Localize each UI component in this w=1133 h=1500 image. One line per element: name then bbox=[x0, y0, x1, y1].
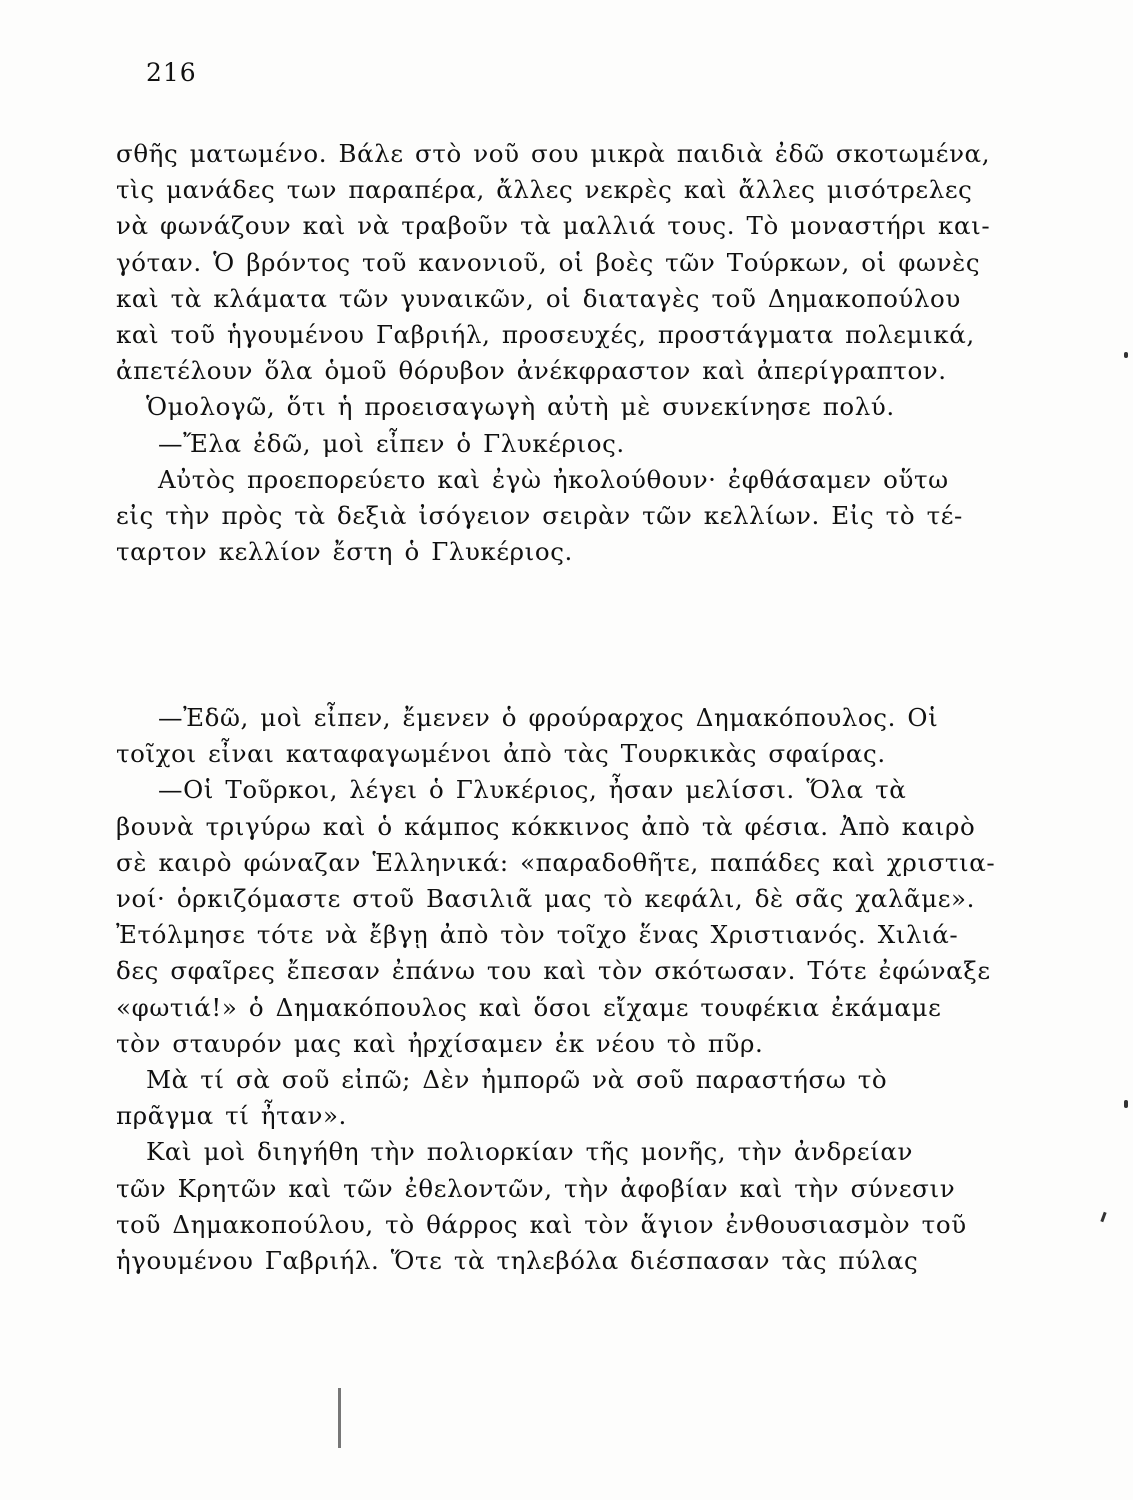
text-line: ἡγουμένου Γαβριήλ. Ὅτε τὰ τηλεβόλα διέσπασαν τὰς πύλας bbox=[116, 1246, 919, 1276]
text-line: εἰς τὴν πρὸς τὰ δεξιὰ ἰσόγειον σειρὰν τῶν κελλίων. Εἰς τὸ τέ- bbox=[116, 501, 963, 531]
text-line: —Οἱ Τοῦρκοι, λέγει ὁ Γλυκέριος, ἦσαν μελίσσι. Ὅλα τὰ bbox=[158, 775, 907, 805]
text-line: νοί· ὁρκιζόμαστε στοῦ Βασιλιᾶ μας τὸ κεφάλι, δὲ σᾶς χαλᾶμε». bbox=[116, 884, 976, 914]
text-line: τὸν σταυρόν μας καὶ ἠρχίσαμεν ἐκ νέου τὸ πῦρ. bbox=[116, 1028, 764, 1058]
text-line: ταρτον κελλίον ἔστη ὁ Γλυκέριος. bbox=[116, 537, 573, 567]
text-line: γόταν. Ὁ βρόντος τοῦ κανονιοῦ, οἱ βοὲς τῶν Τούρκων, οἱ φωνὲς bbox=[116, 247, 981, 277]
text-line: —Ἐδῶ, μοὶ εἶπεν, ἔμενεν ὁ φρούραρχος Δημακόπουλος. Οἱ bbox=[158, 703, 939, 732]
text-line: σὲ καιρὸ φώναζαν Ἑλληνικά: «παραδοθῆτε, παπάδες καὶ χριστια- bbox=[116, 847, 996, 877]
text-line: «φωτιά!» ὁ Δημακόπουλος καὶ ὅσοι εἴχαμε τουφέκια ἐκάμαμε bbox=[116, 992, 942, 1022]
scan-streak bbox=[338, 1388, 341, 1448]
text-line: καὶ τὰ κλάματα τῶν γυναικῶν, οἱ διαταγὲς τοῦ Δημακοπούλου bbox=[116, 283, 961, 313]
scan-speck bbox=[1124, 1100, 1128, 1108]
text-line: Μὰ τί σὰ σοῦ εἰπῶ; Δὲν ἠμπορῶ νὰ σοῦ παραστήσω τὸ bbox=[146, 1065, 888, 1095]
text-line: νὰ φωνάζουν καὶ νὰ τραβοῦν τὰ μαλλιά τους. Τὸ μοναστήρι και- bbox=[116, 211, 991, 241]
page-number: 216 bbox=[146, 58, 197, 87]
text-line: —Ἔλα ἐδῶ, μοὶ εἶπεν ὁ Γλυκέριος. bbox=[158, 428, 625, 458]
text-line: βουνὰ τριγύρω καὶ ὁ κάμπος κόκκινος ἀπὸ τὰ φέσια. Ἀπὸ καιρὸ bbox=[116, 811, 976, 841]
text-line: ἀπετέλουν ὅλα ὁμοῦ θόρυβον ἀνέκφραστον καὶ ἀπερίγραπτον. bbox=[116, 356, 947, 386]
text-line: τὶς μανάδες των παραπέρα, ἄλλες νεκρὲς καὶ ἄλλες μισότρελες bbox=[116, 175, 973, 205]
text-block-lower bbox=[116, 700, 1022, 1279]
text-line: τῶν Κρητῶν καὶ τῶν ἐθελοντῶν, τὴν ἀφοβίαν καὶ τὴν σύνεσιν bbox=[116, 1173, 956, 1203]
text-line: Ὁμολογῶ, ὅτι ἡ προεισαγωγὴ αὐτὴ μὲ συνεκίνησε πολύ. bbox=[146, 392, 895, 422]
text-line: τοῖχοι εἶναι καταφαγωμένοι ἀπὸ τὰς Τουρκικὰς σφαίρας. bbox=[116, 739, 886, 769]
text-line: πρᾶγμα τί ἦταν». bbox=[116, 1101, 347, 1131]
text-line: τοῦ Δημακοπούλου, τὸ θάρρος καὶ τὸν ἅγιον ἐνθουσιασμὸν τοῦ bbox=[116, 1209, 967, 1239]
scan-speck bbox=[1124, 352, 1128, 358]
text-block-upper bbox=[116, 136, 1022, 570]
text-line: σθῆς ματωμένο. Βάλε στὸ νοῦ σου μικρὰ παιδιὰ ἐδῶ σκοτωμένα, bbox=[116, 139, 991, 168]
scan-speck bbox=[1100, 1212, 1106, 1222]
text-line: Ἐτόλμησε τότε νὰ ἔβγῃ ἀπὸ τὸν τοῖχο ἕνας Χριστιανός. Χιλιά- bbox=[116, 920, 959, 950]
text-line: Καὶ μοὶ διηγήθη τὴν πολιορκίαν τῆς μονῆς, τὴν ἀνδρείαν bbox=[146, 1137, 914, 1167]
text-line: δες σφαῖρες ἔπεσαν ἐπάνω του καὶ τὸν σκότωσαν. Τότε ἐφώναξε bbox=[116, 956, 991, 986]
text-line: Αὐτὸς προεπορεύετο καὶ ἐγὼ ἠκολούθουν· ἐφθάσαμεν οὕτω bbox=[158, 464, 949, 494]
text-line: καὶ τοῦ ἡγουμένου Γαβριήλ, προσευχές, προστάγματα πολεμικά, bbox=[116, 320, 975, 350]
